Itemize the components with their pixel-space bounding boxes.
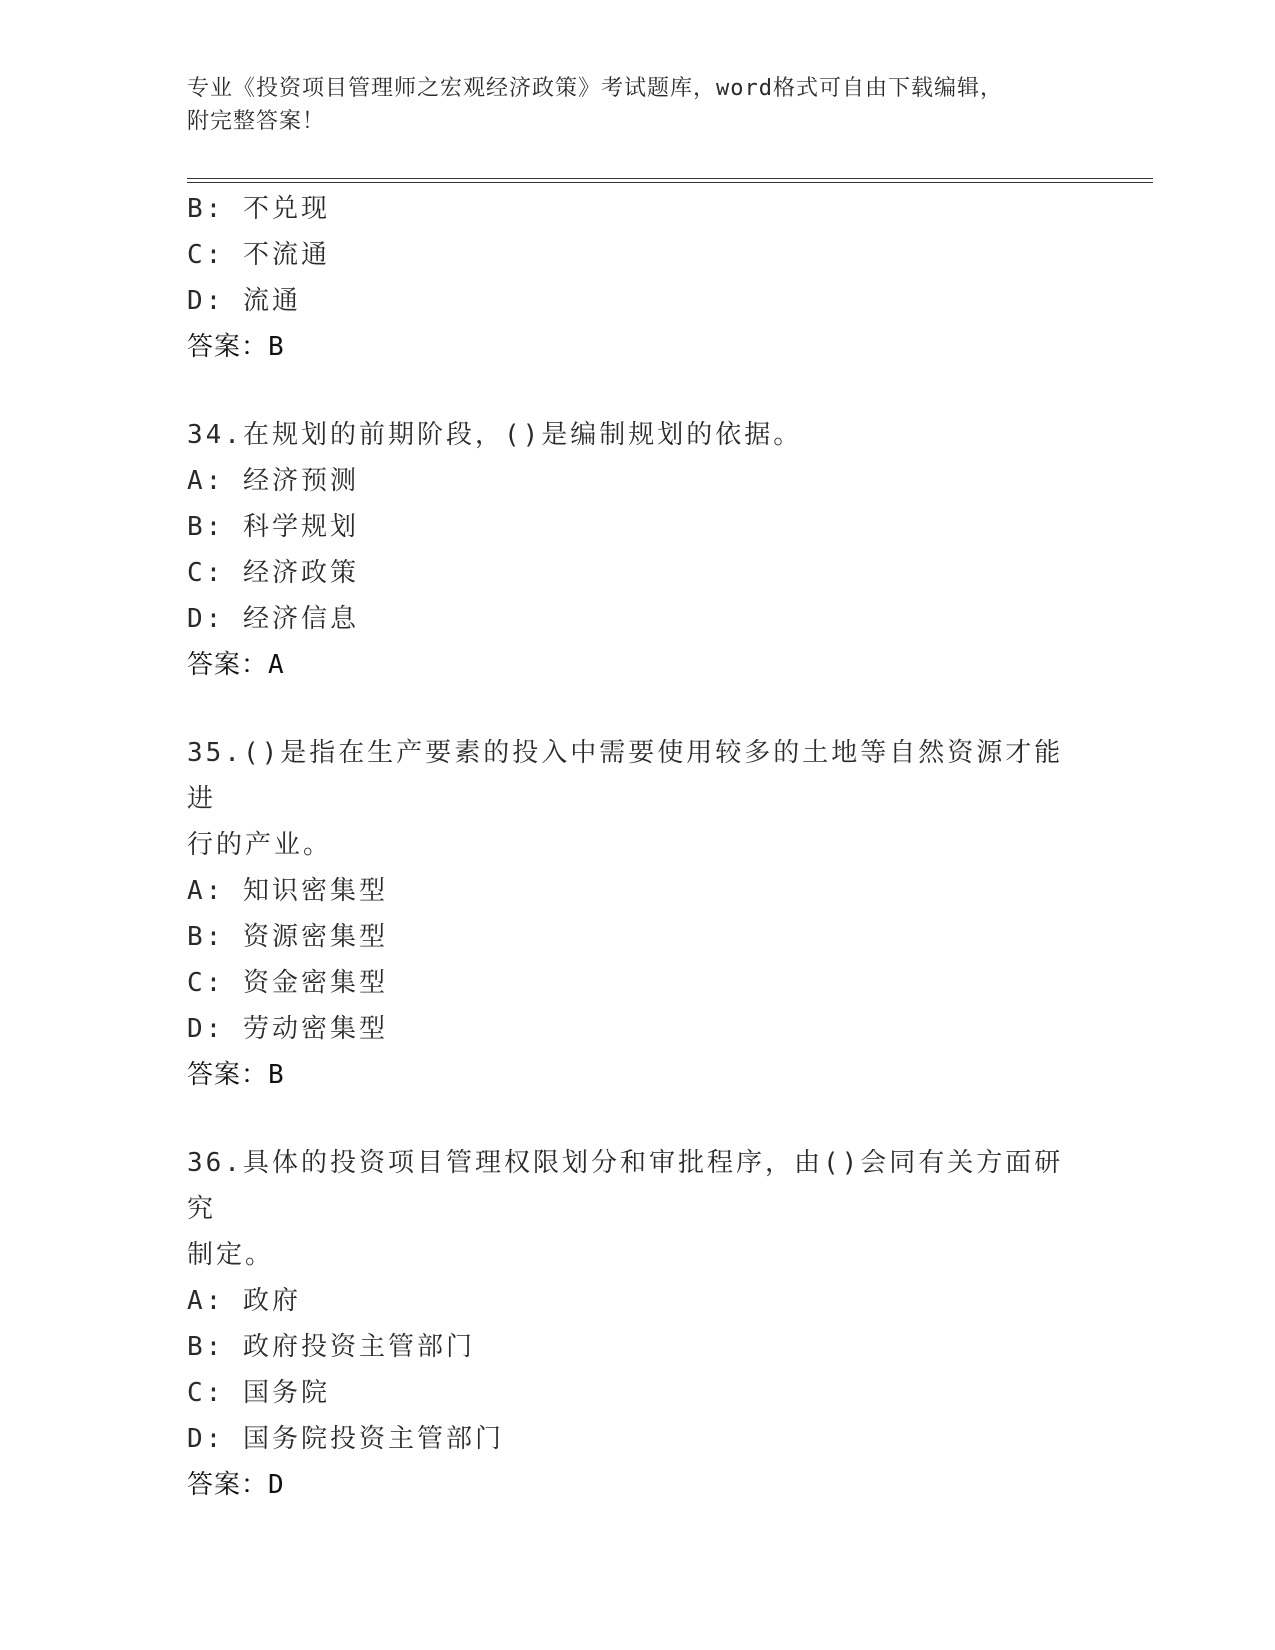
question-text bbox=[187, 730, 1067, 868]
question-36 bbox=[187, 1140, 1087, 1508]
option-d: D: 国务院投资主管部门 bbox=[187, 1424, 504, 1454]
answer-line: 答案：B bbox=[187, 332, 285, 362]
option-b: B: 政府投资主管部门 bbox=[187, 1332, 475, 1362]
question-text-line-2: 制定。 bbox=[187, 1240, 275, 1270]
option-d: D: 流通 bbox=[187, 286, 301, 316]
header-divider bbox=[187, 178, 1153, 183]
question-list bbox=[187, 186, 1087, 1508]
question-33-tail bbox=[187, 186, 1087, 370]
page-header bbox=[187, 72, 1067, 138]
question-text bbox=[187, 1140, 1067, 1278]
option-a: A: 政府 bbox=[187, 1286, 301, 1316]
question-text: 34.在规划的前期阶段，()是编制规划的依据。 bbox=[187, 420, 803, 450]
header-line-1: 专业《投资项目管理师之宏观经济政策》考试题库，word格式可自由下载编辑， bbox=[187, 76, 1003, 101]
answer-line: 答案：D bbox=[187, 1470, 285, 1500]
option-c: C: 不流通 bbox=[187, 240, 330, 270]
option-a: A: 经济预测 bbox=[187, 466, 359, 496]
answer-line: 答案：B bbox=[187, 1060, 285, 1090]
answer-line: 答案：A bbox=[187, 650, 285, 680]
question-text-line-1: 36.具体的投资项目管理权限划分和审批程序，由()会同有关方面研究 bbox=[187, 1148, 1064, 1224]
option-b: B: 资源密集型 bbox=[187, 922, 388, 952]
question-34 bbox=[187, 412, 1087, 688]
option-b: B: 不兑现 bbox=[187, 194, 330, 224]
header-line-2: 附完整答案！ bbox=[187, 109, 326, 134]
option-d: D: 劳动密集型 bbox=[187, 1014, 388, 1044]
option-c: C: 经济政策 bbox=[187, 558, 359, 588]
option-b: B: 科学规划 bbox=[187, 512, 359, 542]
question-text-line-2: 行的产业。 bbox=[187, 830, 333, 860]
option-c: C: 国务院 bbox=[187, 1378, 330, 1408]
option-a: A: 知识密集型 bbox=[187, 876, 388, 906]
question-35 bbox=[187, 730, 1087, 1098]
option-d: D: 经济信息 bbox=[187, 604, 359, 634]
question-text-line-1: 35.()是指在生产要素的投入中需要使用较多的土地等自然资源才能进 bbox=[187, 738, 1064, 814]
option-c: C: 资金密集型 bbox=[187, 968, 388, 998]
